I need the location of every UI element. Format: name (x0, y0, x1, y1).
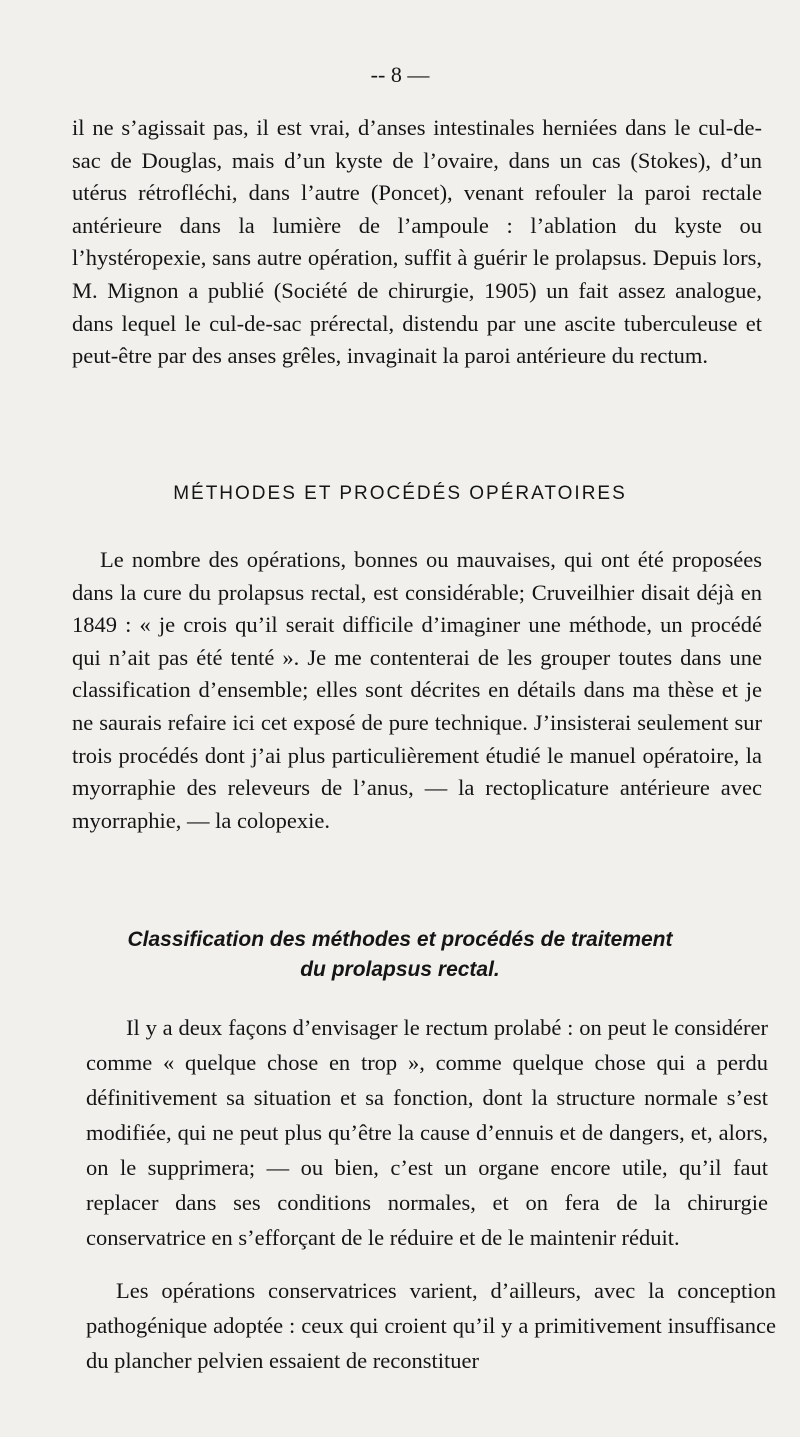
page-number: -- 8 — (370, 62, 430, 87)
section-heading-methods: MÉTHODES ET PROCÉDÉS OPÉRATOIRES (173, 483, 627, 504)
paragraph-methods: Le nombre des opérations, bonnes ou mauvaises, qui ont été proposées dans la cure du prolapsus rectal, est considérable; Cruveilhier disait déjà en 1849 : « je crois qu’il serait difficile d’imaginer une méthode, un procédé qui n’ait pas été tenté ». Je me contenterai de les grouper toutes dans une classification d’ensemble; elles sont décrites en détails dans ma thèse et je ne saurais refaire ici cet exposé de pure technique. J’insisterai seulement sur trois procédés dont j’ai plus particulièrement étudié le manuel opératoire, la myorraphie des releveurs de l’anus, — la rectoplicature antérieure avec myorraphie, — la colopexie. (72, 547, 762, 833)
section-title-line-2: du prolapsus rectal. (300, 958, 500, 981)
paragraph-classification: Il y a deux façons d’envisager le rectum prolabé : on peut le considérer comme « quelque chose en trop », comme quelque chose qui a perdu définitivement sa situation et sa fonction, dont la structure normale s’est modifiée, qui ne peut plus qu’être la cause d’ennuis et de dangers, et, alors, on le supprimera; — ou bien, c’est un organe encore utile, qu’il faut replacer dans ses conditions normales, et on fera de la chirurgie conservatrice en s’efforçant de le réduire et de le maintenir réduit. (86, 1015, 768, 1250)
section-title-line-1: Classification des méthodes et procédés de traitement (127, 928, 673, 951)
paragraph-intro: il ne s’agissait pas, il est vrai, d’anses intestinales herniées dans le cul-de-sac de Douglas, mais d’un kyste de l’ovaire, dans un cas (Stokes), d’un utérus rétrofléchi, dans l’autre (Poncet), venant refouler la paroi rectale antérieure dans la lumière de l’ampoule : l’ablation du kyste ou l’hystéropexie, sans autre opération, suffit à guérir le prolapsus. Depuis lors, M. Mignon a publié (Société de chirurgie, 1905) un fait assez analogue, dans lequel le cul-de-sac prérectal, distendu par une ascite tuberculeuse et peut-être par des anses grêles, invaginait la paroi antérieure du rectum. (72, 115, 762, 369)
section-title-classification (0, 925, 800, 985)
paragraph-conservative: Les opérations conservatrices varient, d’ailleurs, avec la conception pathogénique adoptée : ceux qui croient qu’il y a primitivement insuffisance du plancher pelvien essaient de reconstituer (86, 1278, 776, 1373)
